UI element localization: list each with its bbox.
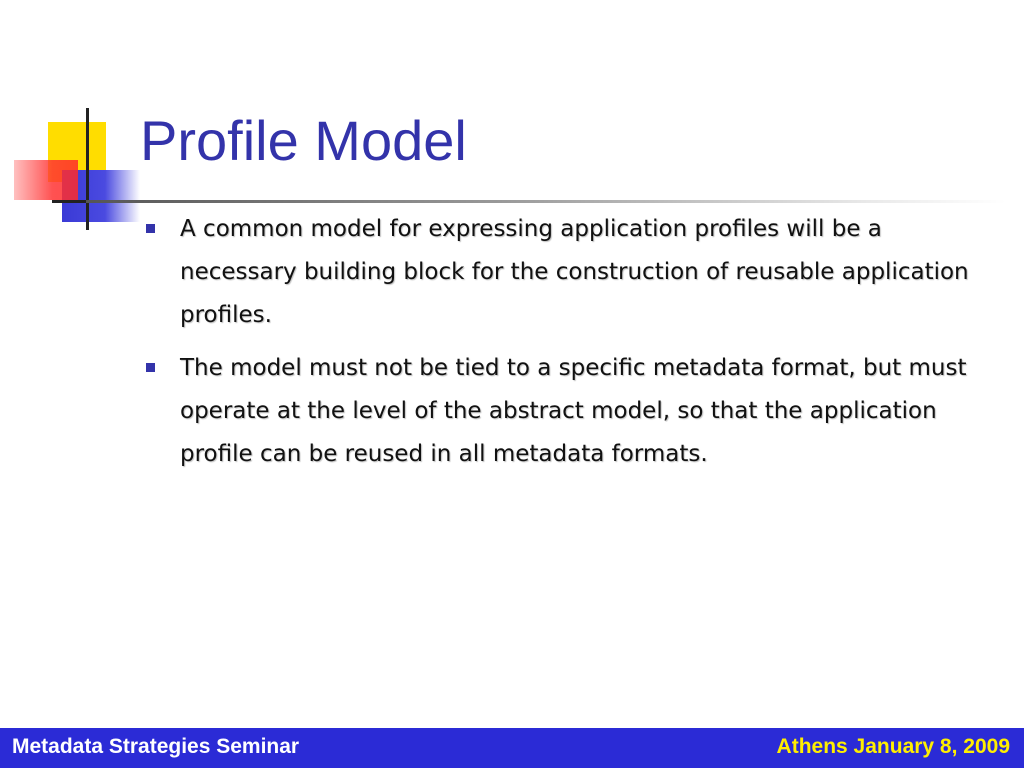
bullet-text: The model must not be tied to a specific metadata format, but must operate at the level of the abstract model, so that the application profile can be reused in all metadata formats. (180, 355, 967, 467)
bullet-text: A common model for expressing application profiles will be a necessary building block for the construction of reusable application profiles. (180, 216, 969, 328)
vertical-line (86, 108, 89, 230)
bullet-list (140, 208, 990, 486)
square-bullet-icon (146, 363, 155, 372)
footer-date-location: Athens January 8, 2009 (776, 735, 1010, 758)
bullet-item (140, 208, 990, 337)
slide-title: Profile Model (140, 109, 467, 172)
decorative-squares-logo (0, 100, 140, 240)
bullet-item (140, 347, 990, 476)
red-square (14, 160, 78, 200)
footer-seminar-name: Metadata Strategies Seminar (12, 735, 300, 758)
square-bullet-icon (146, 224, 155, 233)
footer-bar (0, 728, 1024, 768)
title-underline-rule (86, 200, 1006, 203)
